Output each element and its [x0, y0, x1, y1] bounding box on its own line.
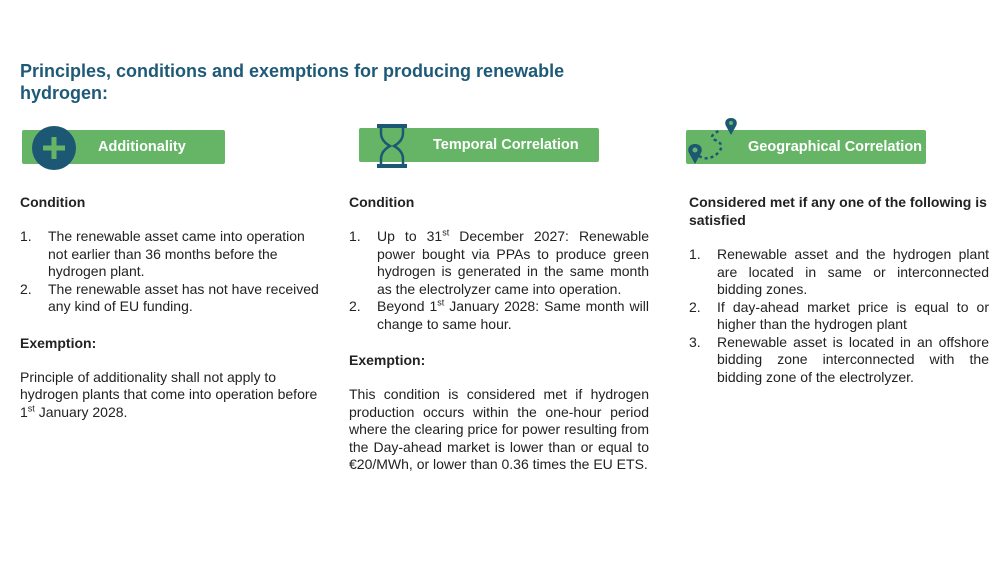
temporal-label: Temporal Correlation — [433, 137, 579, 153]
item-number: 3. — [689, 333, 701, 350]
geographical-header — [689, 118, 989, 176]
list-item — [689, 246, 989, 299]
condition-list — [349, 228, 649, 333]
item-text: Beyond 1 — [377, 298, 438, 314]
item-text: December 2027: Renewable power bought via PPAs to produce green hydrogen is generated in the same month as the electrolyzer came into operation. — [377, 228, 649, 297]
condition-heading: Condition — [349, 194, 415, 210]
condition-heading: Considered met if any one of the following is satisfied — [689, 194, 987, 228]
item-text: Renewable asset and the hydrogen plant are located in same or interconnected bidding zones. — [717, 246, 989, 297]
item-text: If day-ahead market price is equal to or higher than the hydrogen plant — [717, 298, 989, 332]
list-item — [689, 299, 989, 334]
page-title: Principles, conditions and exemptions for producing renewable hydrogen: — [20, 61, 565, 103]
geographical-label: Geographical Correlation — [748, 139, 923, 155]
list-item — [20, 281, 320, 316]
ordinal-suffix: st — [437, 297, 445, 308]
condition-list — [20, 228, 320, 316]
list-item — [349, 228, 649, 298]
item-text: The renewable asset came into operation not earlier than 36 months before the hydrogen plant. — [48, 228, 305, 279]
condition-heading: Condition — [20, 194, 86, 210]
exemption-heading: Exemption: — [349, 352, 426, 368]
additionality-header — [20, 118, 320, 176]
exemption-heading: Exemption: — [20, 334, 97, 351]
map-route-icon — [685, 118, 741, 170]
exemption-text: This condition is considered met if hydrogen production occurs within the one-hour period where the clearing price for power resulting from the Day-ahead market is lower than or equal to €20/MWh, or lower than 0.36 times the EU ETS. — [349, 386, 649, 472]
list-item — [349, 298, 649, 333]
plus-circle-icon — [32, 126, 76, 170]
additionality-column — [20, 118, 320, 421]
item-number: 1. — [689, 246, 701, 262]
item-text: Up to 31 — [377, 228, 443, 244]
exemption-text — [20, 369, 320, 422]
item-text: Renewable asset is located in an offshore bidding zone interconnected with the bidding zone of the electrolyzer. — [717, 333, 989, 385]
item-number: 2. — [349, 298, 361, 314]
hourglass-icon — [375, 123, 409, 169]
condition-list — [689, 246, 989, 386]
item-number: 2. — [689, 298, 701, 315]
ordinal-suffix: st — [27, 402, 35, 413]
item-number: 2. — [20, 280, 32, 297]
item-text: January 2028: Same month will change to same hour. — [377, 298, 649, 332]
ordinal-suffix: st — [442, 227, 450, 238]
item-number: 1. — [20, 228, 32, 244]
exemption-text-part: January 2028. — [34, 403, 128, 420]
temporal-column — [349, 118, 649, 474]
geographical-column — [689, 118, 989, 386]
list-item — [20, 228, 320, 281]
item-text: The renewable asset has not have received any kind of EU funding. — [48, 280, 319, 314]
list-item — [689, 334, 989, 387]
additionality-label: Additionality — [98, 139, 186, 155]
item-number: 1. — [349, 228, 361, 244]
exemption-text-part: Principle of additionality shall not apply to hydrogen plants that come into operation before 1 — [20, 368, 318, 420]
temporal-header — [349, 118, 649, 176]
